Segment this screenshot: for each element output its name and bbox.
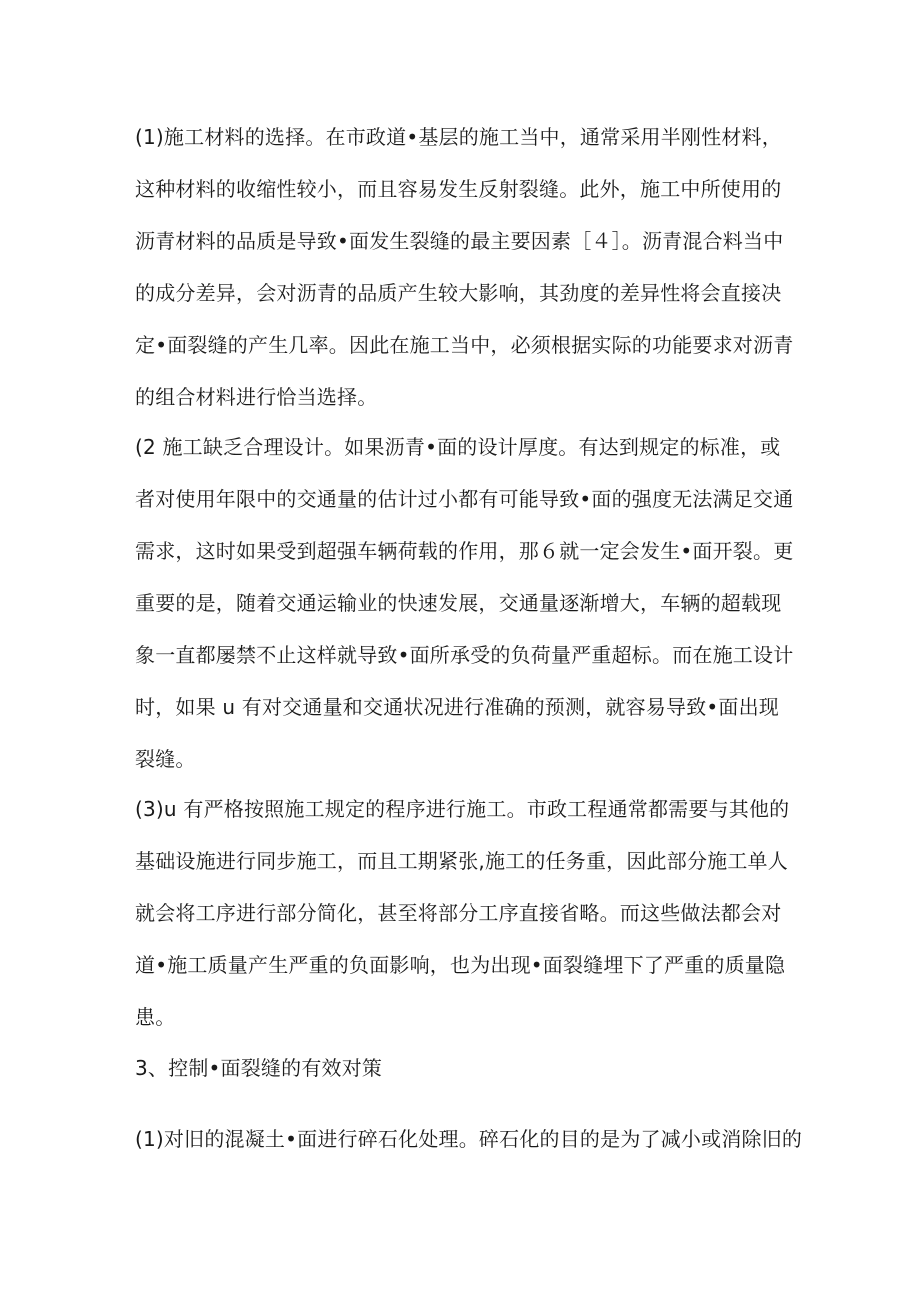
text-line: (3)u 有严格按照施工规定的程序进行施工。市政工程通常都需要与其他的 <box>135 797 790 821</box>
text-line: 定•面裂缝的产生几率。因此在施工当中，必须根据实际的功能要求对沥青 <box>135 333 794 357</box>
text-line: 沥青材料的品质是导致•面发生裂缝的最主要因素［４］。沥青混合料当中 <box>135 229 784 253</box>
text-line: 这种材料的收缩性较小，而且容易发生反射裂缝。此外，施工中所使用的 <box>135 177 782 201</box>
section-heading <box>135 1042 795 1094</box>
text-line: 患。 <box>135 1005 176 1029</box>
paragraph-rubblization <box>135 1113 803 1165</box>
text-line: 时，如果 u 有对交通量和交通状况进行准确的预测，就容易导致•面出现 <box>135 695 779 719</box>
text-line: (2 施工缺乏合理设计。如果沥青•面的设计厚度。有达到规定的标准，或 <box>135 435 781 459</box>
text-line: 重要的是，随着交通运输业的快速发展，交通量逐渐增大，车辆的超载现 <box>135 591 782 615</box>
paragraph-material-selection <box>135 111 795 423</box>
text-line: 者对使用年限中的交通量的估计过小都有可能导致•面的强度无法满足交通 <box>135 487 794 511</box>
text-line: 的成分差异，会对沥青的品质产生较大影响，其劲度的差异性将会直接决 <box>135 281 782 305</box>
heading-text: 3、控制•面裂缝的有效对策 <box>135 1056 383 1080</box>
text-line: 基础设施进行同步施工，而且工期紧张,施工的任务重，因此部分施工单人 <box>135 849 788 873</box>
text-line: 就会将工序进行部分简化，甚至将部分工序直接省略。而这些做法都会对 <box>135 901 782 925</box>
text-line: 裂缝。 <box>135 747 196 771</box>
text-line: 象一直都屡禁不止这样就导致•面所承受的负荷量严重超标。而在施工设计 <box>135 643 794 667</box>
paragraph-construction-procedure <box>135 783 795 1043</box>
paragraph-design-issues <box>135 421 795 785</box>
text-line: (1)施工材料的选择。在市政道•基层的施工当中，通常采用半刚性材料， <box>135 125 782 149</box>
text-line: 需求，这时如果受到超强车辆荷载的作用，那６就一定会发生•面开裂。更 <box>135 539 794 563</box>
text-line: 的组合材料进行恰当选择。 <box>135 385 378 409</box>
text-line: 道•施工质量产生严重的负面影响，也为出现•面裂缝埋下了严重的质量隐 <box>135 953 786 977</box>
text-line: (1)对旧的混凝土•面进行碎石化处理。碎石化的目的是为了减小或消除旧的 <box>135 1127 803 1151</box>
